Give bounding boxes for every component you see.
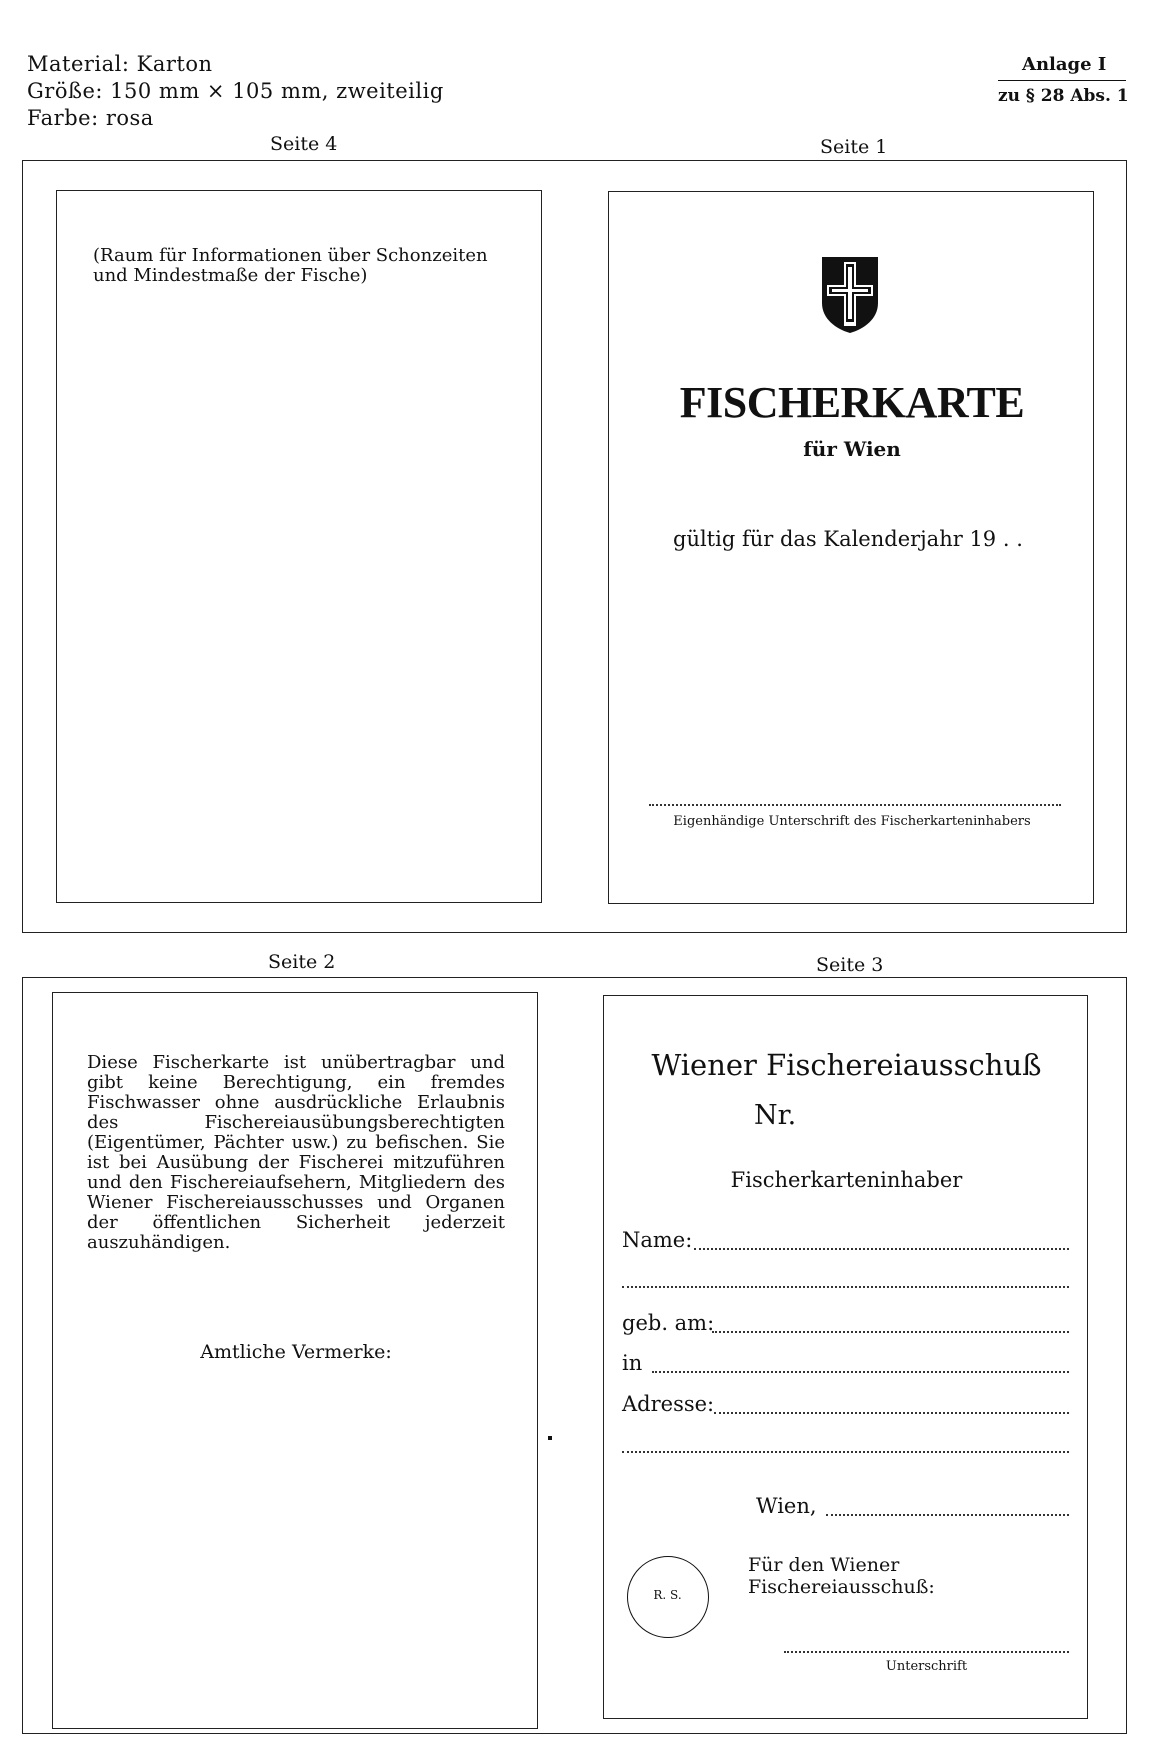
page-4-panel <box>56 190 542 903</box>
card-subtitle: für Wien <box>803 437 901 461</box>
validity-line: gültig für das Kalenderjahr 19 . . <box>673 527 1023 551</box>
address-field-continued <box>622 1451 1069 1453</box>
signature-caption: Eigenhändige Unterschrift des Fischerkarteninhabers <box>673 814 1031 829</box>
birth-place-field <box>652 1371 1069 1373</box>
page-3-panel <box>603 995 1088 1719</box>
committee-signature-line <box>784 1651 1069 1653</box>
card-number-label: Nr. <box>754 1100 797 1131</box>
birth-date-field <box>712 1331 1069 1333</box>
for-committee-label: Für den Wiener Fischereiausschuß: <box>748 1554 935 1598</box>
annex-reference: zu § 28 Abs. 1 <box>998 86 1129 106</box>
page-4-info-text: (Raum für Informationen über Schonzeiten und Mindestmaße der Fische) <box>93 245 488 286</box>
address-label: Adresse: <box>622 1392 715 1416</box>
signature-caption-page-3: Unterschrift <box>885 1659 968 1674</box>
material-line: Material: Karton <box>27 52 213 76</box>
date-field <box>826 1514 1069 1516</box>
annex-rule <box>998 80 1126 81</box>
label-page-2: Seite 2 <box>268 951 336 973</box>
annex-title: Anlage I <box>1022 54 1107 75</box>
card-conditions-text: Diese Fischerkarte ist unübertragbar und gibt keine Berechtigung, ein fremdes Fischwasser ohne ausdrückliche Erlaubnis des Fischereiausübungsberechtigten (Eigentümer, Pächter usw.) zu befischen. Sie ist bei Ausübung der Fischerei mitzuführen und den Fischereiaufsehern, Mitgliedern des Wiener Fischereiausschusses und Organen der öffentlichen Sicherheit jederzeit auszuhändigen. <box>87 1052 505 1253</box>
color-line: Farbe: rosa <box>27 106 154 130</box>
official-seal-circle <box>627 1556 709 1638</box>
label-page-1: Seite 1 <box>820 136 888 158</box>
size-line: Größe: 150 mm × 105 mm, zweiteilig <box>27 79 444 103</box>
signature-line <box>649 804 1061 806</box>
committee-title: Wiener Fischereiausschuß <box>651 1048 1042 1082</box>
city-label: Wien, <box>756 1494 817 1518</box>
seal-placeholder: R. S. <box>653 1588 682 1602</box>
name-field-continued <box>622 1286 1069 1288</box>
name-field <box>694 1248 1069 1250</box>
page-mark <box>548 1436 552 1440</box>
page-2-panel <box>52 992 538 1729</box>
page-1-panel <box>608 191 1094 904</box>
birth-date-label: geb. am: <box>622 1311 715 1335</box>
official-remarks-label: Amtliche Vermerke: <box>200 1341 392 1363</box>
birth-place-label: in <box>622 1351 643 1375</box>
name-label: Name: <box>622 1228 693 1252</box>
label-page-4-top: Seite 4 <box>270 133 338 155</box>
vienna-coat-of-arms-icon <box>820 255 880 335</box>
address-field <box>714 1412 1069 1414</box>
card-title: FISCHERKARTE <box>679 378 1025 427</box>
label-page-3: Seite 3 <box>816 954 884 976</box>
holder-heading: Fischerkarteninhaber <box>730 1168 963 1192</box>
